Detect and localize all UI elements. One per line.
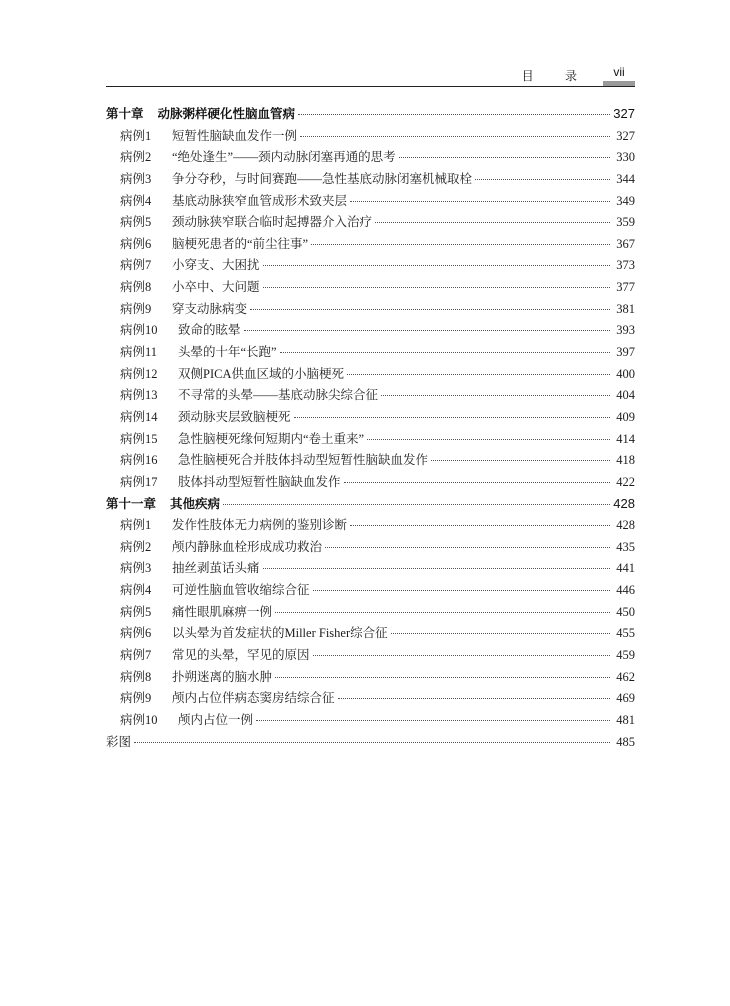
entry-label: 病例9	[120, 691, 152, 706]
toc-case-entry[interactable]	[106, 299, 635, 321]
toc-chapter-entry[interactable]	[106, 494, 635, 516]
entry-page-number: 397	[616, 345, 635, 360]
entry-title: “绝处逢生”——颈内动脉闭塞再通的思考	[172, 150, 396, 165]
entry-title: 小穿支、大困扰	[172, 258, 260, 273]
entry-title: 头晕的十年“长跑”	[178, 345, 277, 360]
dot-leader	[475, 179, 610, 180]
entry-label: 病例1	[120, 518, 152, 533]
entry-title: 扑朔迷离的脑水肿	[172, 669, 273, 684]
toc-case-entry[interactable]	[106, 342, 635, 364]
dot-leader	[350, 525, 610, 526]
entry-label: 病例4	[120, 193, 152, 208]
entry-title: 不寻常的头晕——基底动脉尖综合征	[178, 388, 379, 403]
entry-page-number: 481	[616, 712, 635, 727]
entry-label: 第十一章	[106, 496, 157, 511]
toc-case-entry[interactable]	[106, 320, 635, 342]
entry-title: 基底动脉狭窄血管成形术致夹层	[172, 193, 348, 208]
dot-leader	[381, 395, 610, 396]
entry-label: 病例3	[120, 171, 152, 186]
toc-case-entry[interactable]	[106, 407, 635, 429]
toc-case-entry[interactable]	[106, 364, 635, 386]
dot-leader	[280, 352, 610, 353]
entry-page-number: 485	[616, 734, 635, 749]
dot-leader	[347, 374, 610, 375]
entry-page-number: 393	[616, 323, 635, 338]
dot-leader	[367, 439, 610, 440]
entry-title: 小卒中、大问题	[172, 280, 260, 295]
toc-case-entry[interactable]	[106, 688, 635, 710]
toc-appendix-entry[interactable]	[106, 732, 635, 754]
entry-page-number: 422	[616, 474, 635, 489]
entry-label: 病例14	[120, 409, 158, 424]
toc-case-entry[interactable]	[106, 558, 635, 580]
dot-leader	[275, 612, 610, 613]
entry-page-number: 359	[616, 215, 635, 230]
entry-label: 病例9	[120, 301, 152, 316]
toc-case-entry[interactable]	[106, 255, 635, 277]
toc-case-entry[interactable]	[106, 385, 635, 407]
toc-case-entry[interactable]	[106, 602, 635, 624]
entry-title: 可逆性脑血管收缩综合征	[172, 583, 310, 598]
entry-title: 短暂性脑缺血发作一例	[172, 128, 298, 143]
entry-title: 颅内占位伴病态窦房结综合征	[172, 691, 335, 706]
toc-case-entry[interactable]	[106, 623, 635, 645]
entry-title: 急性脑梗死缘何短期内“卷土重来”	[178, 431, 365, 446]
dot-leader	[431, 460, 610, 461]
entry-label: 病例5	[120, 604, 152, 619]
entry-page-number: 377	[616, 280, 635, 295]
entry-title: 双侧PICA供血区域的小脑梗死	[178, 366, 344, 381]
entry-page-number: 428	[613, 495, 635, 511]
entry-page-number: 373	[616, 258, 635, 273]
entry-label: 病例7	[120, 648, 152, 663]
dot-leader	[344, 482, 610, 483]
entry-title: 肢体抖动型短暂性脑缺血发作	[178, 474, 341, 489]
entry-page-number: 327	[616, 128, 635, 143]
page-header	[106, 64, 635, 87]
dot-leader	[263, 568, 610, 569]
entry-title: 动脉粥样硬化性脑血管病	[157, 107, 296, 121]
entry-label: 病例16	[120, 453, 158, 468]
entry-label: 病例5	[120, 215, 152, 230]
dot-leader	[338, 698, 610, 699]
dot-leader	[263, 265, 610, 266]
dot-leader	[256, 720, 610, 721]
toc-case-entry[interactable]	[106, 169, 635, 191]
entry-title: 颈动脉狭窄联合临时起搏器介入治疗	[172, 215, 373, 230]
entry-title: 以头晕为首发症状的Miller Fisher综合征	[172, 626, 388, 641]
toc-case-entry[interactable]	[106, 580, 635, 602]
toc-case-entry[interactable]	[106, 147, 635, 169]
toc-case-entry[interactable]	[106, 537, 635, 559]
entry-title: 致命的眩晕	[178, 323, 241, 338]
entry-page-number: 349	[616, 193, 635, 208]
entry-page-number: 400	[616, 366, 635, 381]
toc-case-entry[interactable]	[106, 191, 635, 213]
entry-page-number: 409	[616, 409, 635, 424]
dot-leader	[325, 547, 610, 548]
dot-leader	[311, 244, 610, 245]
dot-leader	[399, 157, 610, 158]
entry-page-number: 428	[616, 518, 635, 533]
entry-label: 病例6	[120, 236, 152, 251]
entry-title: 颅内静脉血栓形成成功救治	[172, 539, 323, 554]
entry-label: 病例11	[120, 345, 158, 360]
dot-leader	[350, 201, 610, 202]
entry-page-number: 450	[616, 604, 635, 619]
entry-title: 颅内占位一例	[178, 712, 254, 727]
dot-leader	[250, 309, 610, 310]
dot-leader	[313, 590, 610, 591]
toc-case-entry[interactable]	[106, 645, 635, 667]
toc-case-entry[interactable]	[106, 429, 635, 451]
toc-case-entry[interactable]	[106, 234, 635, 256]
entry-page-number: 441	[616, 561, 635, 576]
dot-leader	[391, 633, 610, 634]
toc-case-entry[interactable]	[106, 126, 635, 148]
entry-title: 争分夺秒，与时间赛跑——急性基底动脉闭塞机械取栓	[172, 171, 473, 186]
entry-label: 病例4	[120, 583, 152, 598]
entry-title: 抽丝剥茧话头痛	[172, 561, 260, 576]
entry-page-number: 418	[616, 453, 635, 468]
toc-case-entry[interactable]	[106, 212, 635, 234]
toc-case-entry[interactable]	[106, 472, 635, 494]
entry-page-number: 330	[616, 150, 635, 165]
dot-leader	[223, 504, 610, 505]
entry-label: 第十章	[106, 107, 144, 121]
entry-page-number: 381	[616, 301, 635, 316]
entry-page-number: 344	[616, 171, 635, 186]
dot-leader	[263, 287, 610, 288]
entry-page-number: 469	[616, 691, 635, 706]
entry-label: 病例17	[120, 474, 158, 489]
entry-label: 病例2	[120, 150, 152, 165]
entry-page-number: 404	[616, 388, 635, 403]
entry-title: 颈动脉夹层致脑梗死	[178, 409, 291, 424]
entry-page-number: 459	[616, 648, 635, 663]
entry-title: 常见的头晕，罕见的原因	[172, 648, 310, 663]
toc-case-entry[interactable]	[106, 277, 635, 299]
entry-label: 病例2	[120, 539, 152, 554]
entry-page-number: 455	[616, 626, 635, 641]
entry-label: 病例12	[120, 366, 158, 381]
entry-title: 发作性肢体无力病例的鉴别诊断	[172, 518, 348, 533]
dot-leader	[294, 417, 610, 418]
entry-page-number: 327	[613, 106, 635, 121]
dot-leader	[134, 742, 610, 743]
dot-leader	[375, 222, 610, 223]
entry-title: 痛性眼肌麻痹一例	[172, 604, 273, 619]
entry-title: 脑梗死患者的“前尘往事”	[172, 236, 309, 251]
toc-case-entry[interactable]	[106, 710, 635, 732]
entry-label: 病例8	[120, 280, 152, 295]
table-of-contents	[106, 104, 635, 753]
entry-label: 病例8	[120, 669, 152, 684]
header-page-number: vii	[603, 64, 635, 86]
dot-leader	[313, 655, 610, 656]
entry-page-number: 446	[616, 583, 635, 598]
toc-chapter-entry[interactable]	[106, 104, 635, 126]
entry-title: 其他疾病	[170, 496, 221, 511]
entry-page-number: 367	[616, 236, 635, 251]
dot-leader	[300, 136, 610, 137]
toc-case-entry[interactable]	[106, 667, 635, 689]
entry-title: 穿支动脉病变	[172, 301, 248, 316]
toc-case-entry[interactable]	[106, 515, 635, 537]
dot-leader	[298, 114, 610, 115]
entry-page-number: 435	[616, 539, 635, 554]
entry-page-number: 414	[616, 431, 635, 446]
dot-leader	[275, 677, 610, 678]
entry-label: 彩图	[106, 734, 132, 749]
entry-label: 病例7	[120, 258, 152, 273]
entry-label: 病例10	[120, 712, 158, 727]
entry-label: 病例1	[120, 128, 152, 143]
entry-label: 病例6	[120, 626, 152, 641]
toc-case-entry[interactable]	[106, 450, 635, 472]
entry-label: 病例10	[120, 323, 158, 338]
entry-label: 病例15	[120, 431, 158, 446]
header-title: 目 录	[521, 69, 591, 83]
entry-label: 病例3	[120, 561, 152, 576]
entry-title: 急性脑梗死合并肢体抖动型短暂性脑缺血发作	[178, 453, 429, 468]
entry-page-number: 462	[616, 669, 635, 684]
dot-leader	[244, 330, 610, 331]
entry-label: 病例13	[120, 388, 158, 403]
